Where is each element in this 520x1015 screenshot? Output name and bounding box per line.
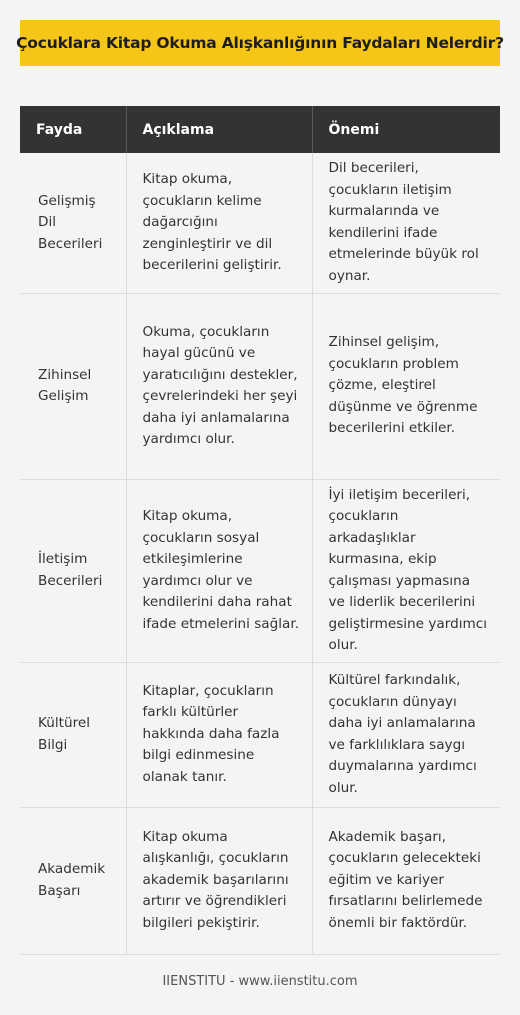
benefits-table bbox=[20, 106, 500, 955]
benefits-table-container bbox=[20, 106, 500, 955]
cell-aciklama: Okuma, çocukların hayal gücünü ve yaratıcılığını destekler, çevrelerindeki her şeyi daha iyi anlamalarına yardımcı olur. bbox=[126, 293, 312, 479]
column-header-aciklama: Açıklama bbox=[126, 106, 312, 153]
cell-aciklama: Kitap okuma alışkanlığı, çocukların akademik başarılarını artırır ve öğrendikleri bilgileri pekiştirir. bbox=[126, 807, 312, 954]
column-header-onemi: Önemi bbox=[312, 106, 500, 153]
cell-fayda: İletişim Becerileri bbox=[20, 479, 126, 662]
cell-fayda: Kültürel Bilgi bbox=[20, 662, 126, 807]
table-row bbox=[20, 293, 500, 479]
page-title: Çocuklara Kitap Okuma Alışkanlığının Faydaları Nelerdir? bbox=[16, 34, 504, 52]
table-header-row bbox=[20, 106, 500, 153]
cell-onemi: Dil becerileri, çocukların iletişim kurmalarında ve kendilerini ifade etmelerinde büyük rol oynar. bbox=[312, 153, 500, 293]
title-banner bbox=[16, 20, 504, 66]
table-row bbox=[20, 662, 500, 807]
cell-aciklama: Kitaplar, çocukların farklı kültürler hakkında daha fazla bilgi edinmesine olanak tanır. bbox=[126, 662, 312, 807]
cell-fayda: Gelişmiş Dil Becerileri bbox=[20, 153, 126, 293]
column-header-fayda: Fayda bbox=[20, 106, 126, 153]
footer-credit: IIENSTITU - www.iienstitu.com bbox=[162, 974, 358, 989]
cell-aciklama: Kitap okuma, çocukların kelime dağarcığını zenginleştirir ve dil becerilerini geliştirir. bbox=[126, 153, 312, 293]
cell-fayda: Akademik Başarı bbox=[20, 807, 126, 954]
cell-aciklama: Kitap okuma, çocukların sosyal etkileşimlerine yardımcı olur ve kendilerini daha rahat ifade etmelerini sağlar. bbox=[126, 479, 312, 662]
table-row bbox=[20, 153, 500, 293]
table-row bbox=[20, 479, 500, 662]
cell-fayda: Zihinsel Gelişim bbox=[20, 293, 126, 479]
cell-onemi: Akademik başarı, çocukların gelecekteki eğitim ve kariyer fırsatlarını belirlemede önemli bir faktördür. bbox=[312, 807, 500, 954]
table-row bbox=[20, 807, 500, 954]
cell-onemi: İyi iletişim becerileri, çocukların arkadaşlıklar kurmasına, ekip çalışması yapmasına ve liderlik becerilerini geliştirmesine yardımcı olur. bbox=[312, 479, 500, 662]
cell-onemi: Zihinsel gelişim, çocukların problem çözme, eleştirel düşünme ve öğrenme becerilerini etkiler. bbox=[312, 293, 500, 479]
cell-onemi: Kültürel farkındalık, çocukların dünyayı daha iyi anlamalarına ve farklılıklara saygı duymalarına yardımcı olur. bbox=[312, 662, 500, 807]
